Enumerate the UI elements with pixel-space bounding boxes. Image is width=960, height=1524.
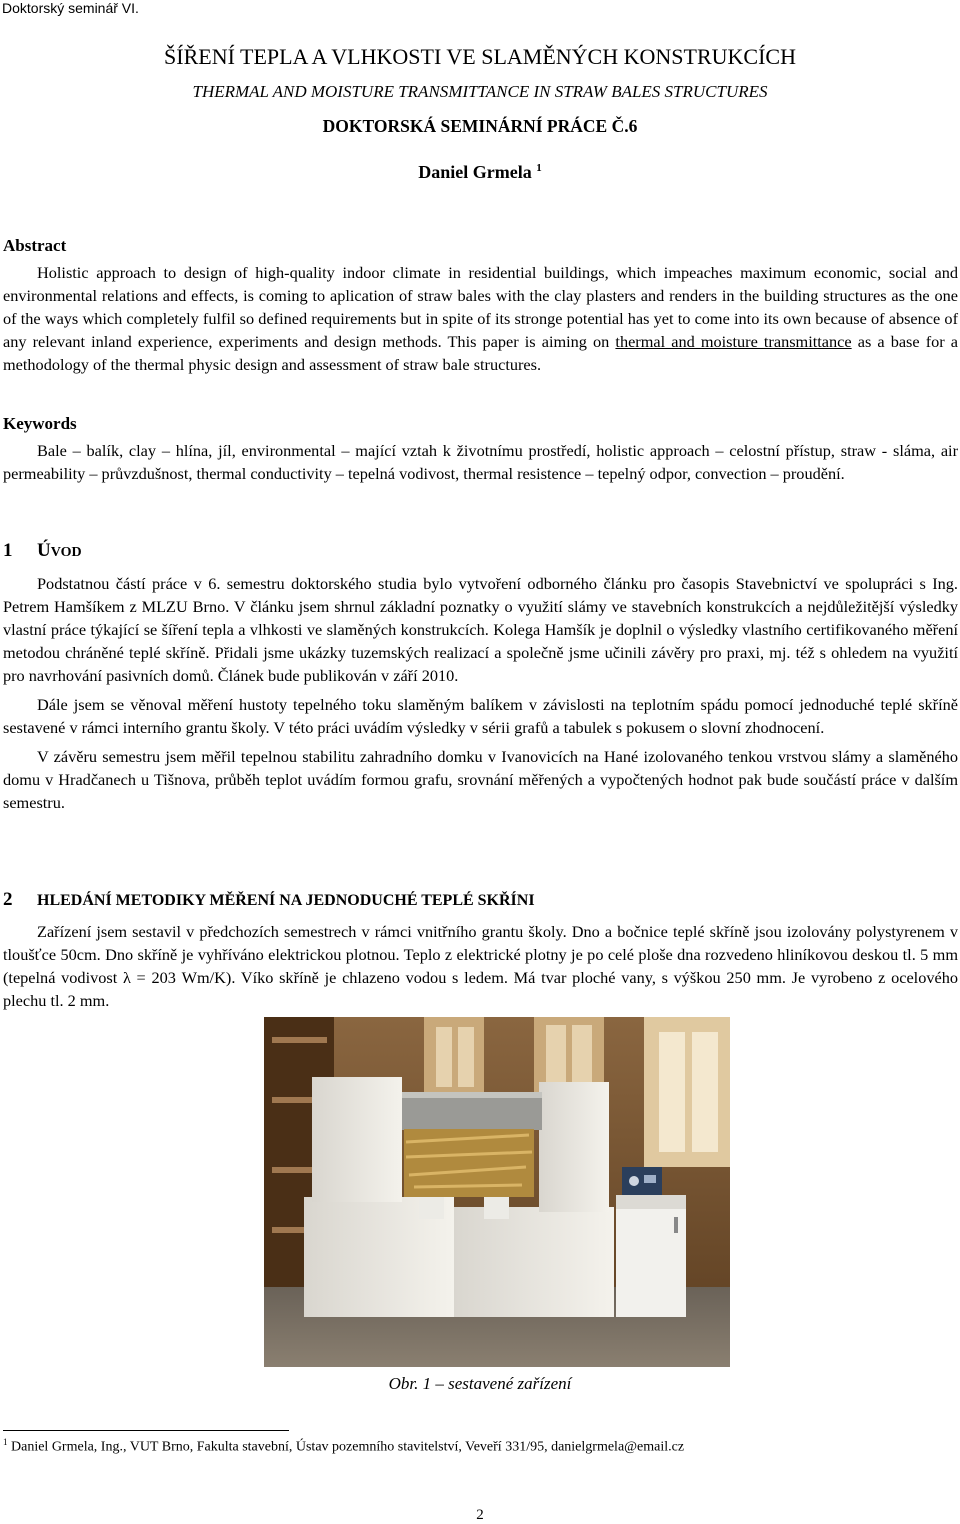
abstract-text: Holistic approach to design of high-quality indoor climate in residential buildings, which impeaches maximum economic, social and environmental relations and effects, is coming to aplication of straw bales with the clay plasters and renders in the building structures as the one of the ways which completely fulfil so defined requirements but in spite of its stronge potential has yet to come into its own because of absence of any relevant inland experience, experiments and design methods. This paper is aiming on thermal and moisture transmittance as a base for a methodology of the thermal physic design and assessment of straw bale structures.: [3, 263, 959, 374]
author-footnote-mark: 1: [536, 162, 542, 174]
page-number: 2: [476, 1507, 484, 1523]
section-1-paragraph: Podstatnou částí práce v 6. semestru doktorského studia bylo vytvoření odborného článku pro časopis Stavebnictví ve spolupráci s Ing. Petrem Hamšíkem z MLZU Brno. V článku jsem shrnul základní poznatky o využití slámy ve stavebních konstrukcích a nejdůležitější výsledky vlastní práce týkající se šíření tepla a vlhkosti ve slaměných konstrukcích. Kolega Hamšík je doplnil o výsledky vlastního certifikovaného měření metodou chráněné teplé skříně. Přidali jsme ukázky tuzemských realizací a společně jsme učinili závěry pro praxi, mj. též s ohledem na využití pro navrhování pasivních domů. Článek bude publikován v září 2010.: [3, 574, 958, 685]
footnote-mark: 1: [3, 1437, 8, 1447]
keywords-section: [3, 412, 958, 485]
author-name: Daniel Grmela: [418, 162, 532, 182]
title-english: THERMAL AND MOISTURE TRANSMITTANCE IN STRAW BALES STRUCTURES: [192, 82, 768, 101]
equipment-photo-illustration: [264, 1017, 730, 1367]
keywords-heading: Keywords: [3, 414, 77, 433]
section-2-body: [3, 920, 958, 1012]
section-2-paragraph: Zařízení jsem sestavil v předchozích semestrech v rámci vnitřního grantu školy. Dno a bočnice teplé skříně jsou izolovány polystyrenem v tloušťce 50cm. Dno skříně je vyhříváno elektrickou plotnou. Teplo z elektrické plotny je po celé ploše dna rozvedeno hliníkovou deskou tl. 5 mm (tepelná vodivost λ = 203 Wm/K). Víko skříně je chlazeno vodou s ledem. Má tvar ploché vany, s výškou 250 mm. Je vyrobeno z ocelového plechu tl. 2 mm.: [3, 922, 958, 1010]
section-2-heading: 2 HLEDÁNÍ METODIKY MĚŘENÍ NA JEDNODUCHÉ TEPLÉ SKŘÍNI: [3, 889, 535, 910]
footnote: [3, 1437, 684, 1456]
footnote-rule: [3, 1430, 289, 1431]
running-head: Doktorský seminář VI.: [2, 0, 139, 16]
abstract-heading: Abstract: [3, 236, 67, 255]
section-1-body: [3, 572, 958, 814]
figure-caption: Obr. 1 – sestavené zařízení: [388, 1374, 572, 1393]
abstract-underlined: thermal and moisture transmittance: [615, 332, 852, 351]
author: [0, 162, 960, 183]
section-1-heading: 1 ÚVOD: [3, 540, 82, 561]
section-1-paragraph: V závěru semestru jsem měřil tepelnou stabilitu zahradního domku v Ivanovicích na Hané izolovaného tenkou vrstvou slámy a slaměného domu v Hradčanech u Tišnova, průběh teplot uvádím formou grafu, srovnání měřených a vypočtených hodnot pak bude součástí práce v dalším semestru.: [3, 747, 958, 812]
abstract-section: [3, 234, 958, 376]
title-seminar: DOKTORSKÁ SEMINÁRNÍ PRÁCE Č.6: [322, 116, 638, 136]
section-1-number: 1: [3, 540, 13, 561]
title-czech: ŠÍŘENÍ TEPLA A VLHKOSTI VE SLAMĚNÝCH KONSTRUKCÍCH: [164, 44, 796, 69]
footnote-text: Daniel Grmela, Ing., VUT Brno, Fakulta stavební, Ústav pozemního stavitelství, Veveří 331/95, danielgrmela@email.cz: [11, 1439, 685, 1455]
section-1-paragraph: Dále jsem se věnoval měření hustoty tepelného toku slaměným balíkem v závislosti na teplotním spádu pomocí jednoduché teplé skříně sestavené v rámci interního grantu školy. V této práci uvádím výsledky v sérii grafů a tabulek s pokusem o slovní zhodnocení.: [3, 695, 958, 737]
keywords-text: Bale – balík, clay – hlína, jíl, environmental – mající vztah k životnímu prostředí, holistic approach – celostní přístup, straw - sláma, air permeability – průvzdušnost, thermal conductivity – tepelná vodivost, thermal resistence – tepelný odpor, convection – proudění.: [3, 441, 958, 483]
equipment-photo: [264, 1017, 730, 1367]
section-2-number: 2: [3, 889, 13, 910]
